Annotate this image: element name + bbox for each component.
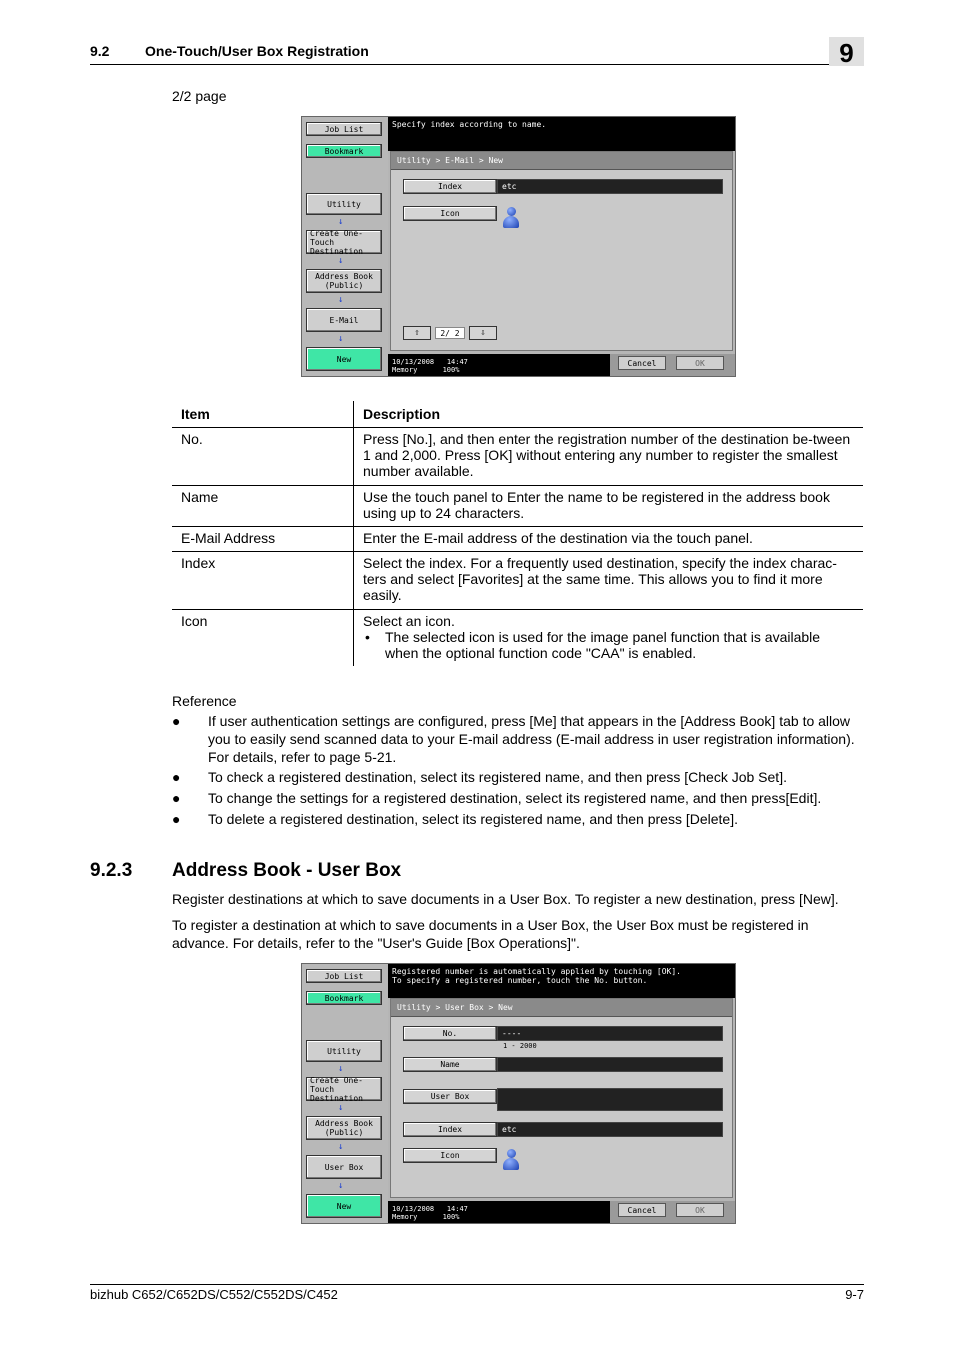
cancel-button[interactable]: Cancel xyxy=(618,1203,666,1217)
main-panel xyxy=(390,151,733,351)
action-area xyxy=(610,1201,735,1223)
ok-button[interactable]: OK xyxy=(676,356,724,370)
arrow-down-icon: ↓ xyxy=(338,256,344,266)
row-description: Press [No.], and then enter the registration number of the destination be-tween 1 and 2,000. Press [OK] without entering any number to register the smallest number available. xyxy=(354,428,864,486)
row-description xyxy=(354,610,864,666)
status-date: 10/13/2008 xyxy=(392,1205,435,1213)
row-item: No. xyxy=(172,428,354,486)
paragraph: Register destinations at which to save documents in a User Box. To register a new destination, press [New]. xyxy=(172,891,839,907)
page-indicator: 2/ 2 xyxy=(435,327,465,339)
list-item xyxy=(172,810,864,828)
table-header-row xyxy=(172,401,863,428)
list-item xyxy=(172,789,864,807)
cancel-button[interactable]: Cancel xyxy=(618,356,666,370)
status-info xyxy=(392,358,468,374)
arrow-down-icon: ↓ xyxy=(338,217,344,227)
row-item: Name xyxy=(172,486,354,527)
name-value xyxy=(497,1057,723,1072)
item-description-table xyxy=(172,401,863,666)
message-bar xyxy=(388,964,735,998)
status-info xyxy=(392,1205,468,1221)
index-value: etc xyxy=(497,1122,723,1137)
icon-button[interactable]: Icon xyxy=(403,1148,497,1163)
bullet-icon: ● xyxy=(172,811,181,827)
header-rule xyxy=(90,64,864,65)
list-item xyxy=(172,712,864,766)
section-number: 9.2 xyxy=(90,43,110,59)
list-item-text: To delete a registered destination, select its registered name, and then press [Delete]. xyxy=(208,811,738,827)
bullet-icon: ● xyxy=(172,713,181,729)
utility-button[interactable]: Utility xyxy=(306,193,382,215)
no-value: ---- xyxy=(497,1026,723,1041)
bullet-list xyxy=(363,629,854,661)
table-row xyxy=(172,610,863,666)
person-icon[interactable] xyxy=(502,207,520,229)
list-item xyxy=(172,768,864,786)
status-time: 14:47 xyxy=(446,1205,468,1213)
icon-button[interactable]: Icon xyxy=(403,206,497,221)
breadcrumb: Utility > E-Mail > New xyxy=(391,152,732,170)
table-row xyxy=(172,527,863,552)
email-button[interactable]: E-Mail xyxy=(306,308,382,332)
utility-button[interactable]: Utility xyxy=(306,1040,382,1062)
breadcrumb: Utility > User Box > New xyxy=(391,999,732,1017)
message-line-1: Registered number is automatically applied by touching [OK]. xyxy=(392,967,681,976)
bullet-icon: ● xyxy=(172,790,181,806)
main-panel xyxy=(390,998,733,1198)
list-item-text: To check a registered destination, select its registered name, and then press [Check Job Set]. xyxy=(208,769,787,785)
user-box-button[interactable]: User Box xyxy=(306,1155,382,1179)
arrow-down-icon: ↓ xyxy=(338,1103,344,1113)
address-book-button[interactable]: Address Book (Public) xyxy=(306,269,382,293)
list-item-text: To change the settings for a registered destination, select its registered name, and then press[Edit]. xyxy=(208,790,822,806)
row-description: Select the index. For a frequently used destination, specify the index charac-ters and select [Favorites] at the same time. This allows you to find it more easily. xyxy=(354,552,864,610)
paragraph: To register a destination at which to save documents in a User Box, the User Box must be registered in advance. For details, refer to the "User's Guide [Box Operations]". xyxy=(172,917,809,951)
row-description: Enter the E-mail address of the destination via the touch panel. xyxy=(354,527,864,552)
subsection-number: 9.2.3 xyxy=(90,860,133,881)
status-time: 14:47 xyxy=(446,358,468,366)
message-line-2: To specify a registered number, touch the No. button. xyxy=(392,976,648,985)
chapter-badge: 9 xyxy=(829,37,864,66)
footer-rule xyxy=(90,1284,864,1285)
page-label: 2/2 page xyxy=(172,88,227,104)
section-title: One-Touch/User Box Registration xyxy=(145,43,369,59)
arrow-down-icon: ↓ xyxy=(338,1181,344,1191)
job-list-button[interactable]: Job List xyxy=(306,122,382,136)
screenshot-email-new xyxy=(301,116,736,377)
index-button[interactable]: Index xyxy=(403,1122,497,1137)
arrow-down-icon: ↓ xyxy=(338,1064,344,1074)
status-date: 10/13/2008 xyxy=(392,358,435,366)
arrow-down-icon: ↓ xyxy=(338,334,344,344)
action-area xyxy=(610,354,735,376)
index-value: etc xyxy=(497,179,723,194)
status-memory: Memory xyxy=(392,366,418,374)
screenshot-userbox-new xyxy=(301,963,736,1224)
row-item: Index xyxy=(172,552,354,610)
row-item: E-Mail Address xyxy=(172,527,354,552)
row-description-text: Select an icon. xyxy=(363,613,455,629)
table-row xyxy=(172,552,863,610)
status-memory-pct: 100% xyxy=(442,366,460,374)
no-button[interactable]: No. xyxy=(403,1026,497,1041)
status-memory-pct: 100% xyxy=(442,1213,460,1221)
header-description: Description xyxy=(354,401,864,428)
message-bar xyxy=(388,117,735,151)
bookmark-button[interactable]: Bookmark xyxy=(306,144,382,158)
address-book-button[interactable]: Address Book (Public) xyxy=(306,1116,382,1140)
subsection-title: Address Book - User Box xyxy=(172,860,402,881)
table-row xyxy=(172,486,863,527)
list-item-text: If user authentication settings are configured, press [Me] that appears in the [Address Book] tab to allow you to easily send scanned data to your E-mail address (E-mail address in user registration information). For details, refer to page 5-21. xyxy=(208,713,855,765)
table-row xyxy=(172,428,863,486)
row-description: Use the touch panel to Enter the name to be registered in the address book using up to 24 characters. xyxy=(354,486,864,527)
name-button[interactable]: Name xyxy=(403,1057,497,1072)
new-button[interactable]: New xyxy=(306,1194,382,1218)
new-button[interactable]: New xyxy=(306,347,382,371)
status-bar xyxy=(388,354,735,376)
create-onetouch-button[interactable]: Create One-Touch Destination xyxy=(306,1077,382,1101)
page-up-button[interactable]: ⇧ xyxy=(403,326,431,340)
bullet-icon: ● xyxy=(172,769,181,785)
footer-model: bizhub C652/C652DS/C552/C552DS/C452 xyxy=(90,1287,338,1302)
list-item: • The selected icon is used for the image panel function that is available when the optional function code "CAA" is enabled. xyxy=(385,629,854,661)
create-onetouch-button[interactable]: Create One-Touch Destination xyxy=(306,230,382,254)
user-box-value xyxy=(497,1088,723,1111)
reference-label: Reference xyxy=(172,693,237,709)
arrow-down-icon: ↓ xyxy=(338,295,344,305)
header-item: Item xyxy=(172,401,354,428)
row-item: Icon xyxy=(172,610,354,666)
message-text: Specify index according to name. xyxy=(392,120,547,129)
status-bar xyxy=(388,1201,735,1223)
person-icon[interactable] xyxy=(502,1149,520,1171)
ok-button[interactable]: OK xyxy=(676,1203,724,1217)
no-range: 1 - 2000 xyxy=(503,1042,537,1050)
index-button[interactable]: Index xyxy=(403,179,497,194)
footer-page-number: 9-7 xyxy=(845,1287,864,1302)
user-box-field-button[interactable]: User Box xyxy=(403,1089,497,1104)
status-memory: Memory xyxy=(392,1213,418,1221)
job-list-button[interactable]: Job List xyxy=(306,969,382,983)
page-down-button[interactable]: ⇩ xyxy=(469,326,497,340)
bookmark-button[interactable]: Bookmark xyxy=(306,991,382,1005)
arrow-down-icon: ↓ xyxy=(338,1142,344,1152)
